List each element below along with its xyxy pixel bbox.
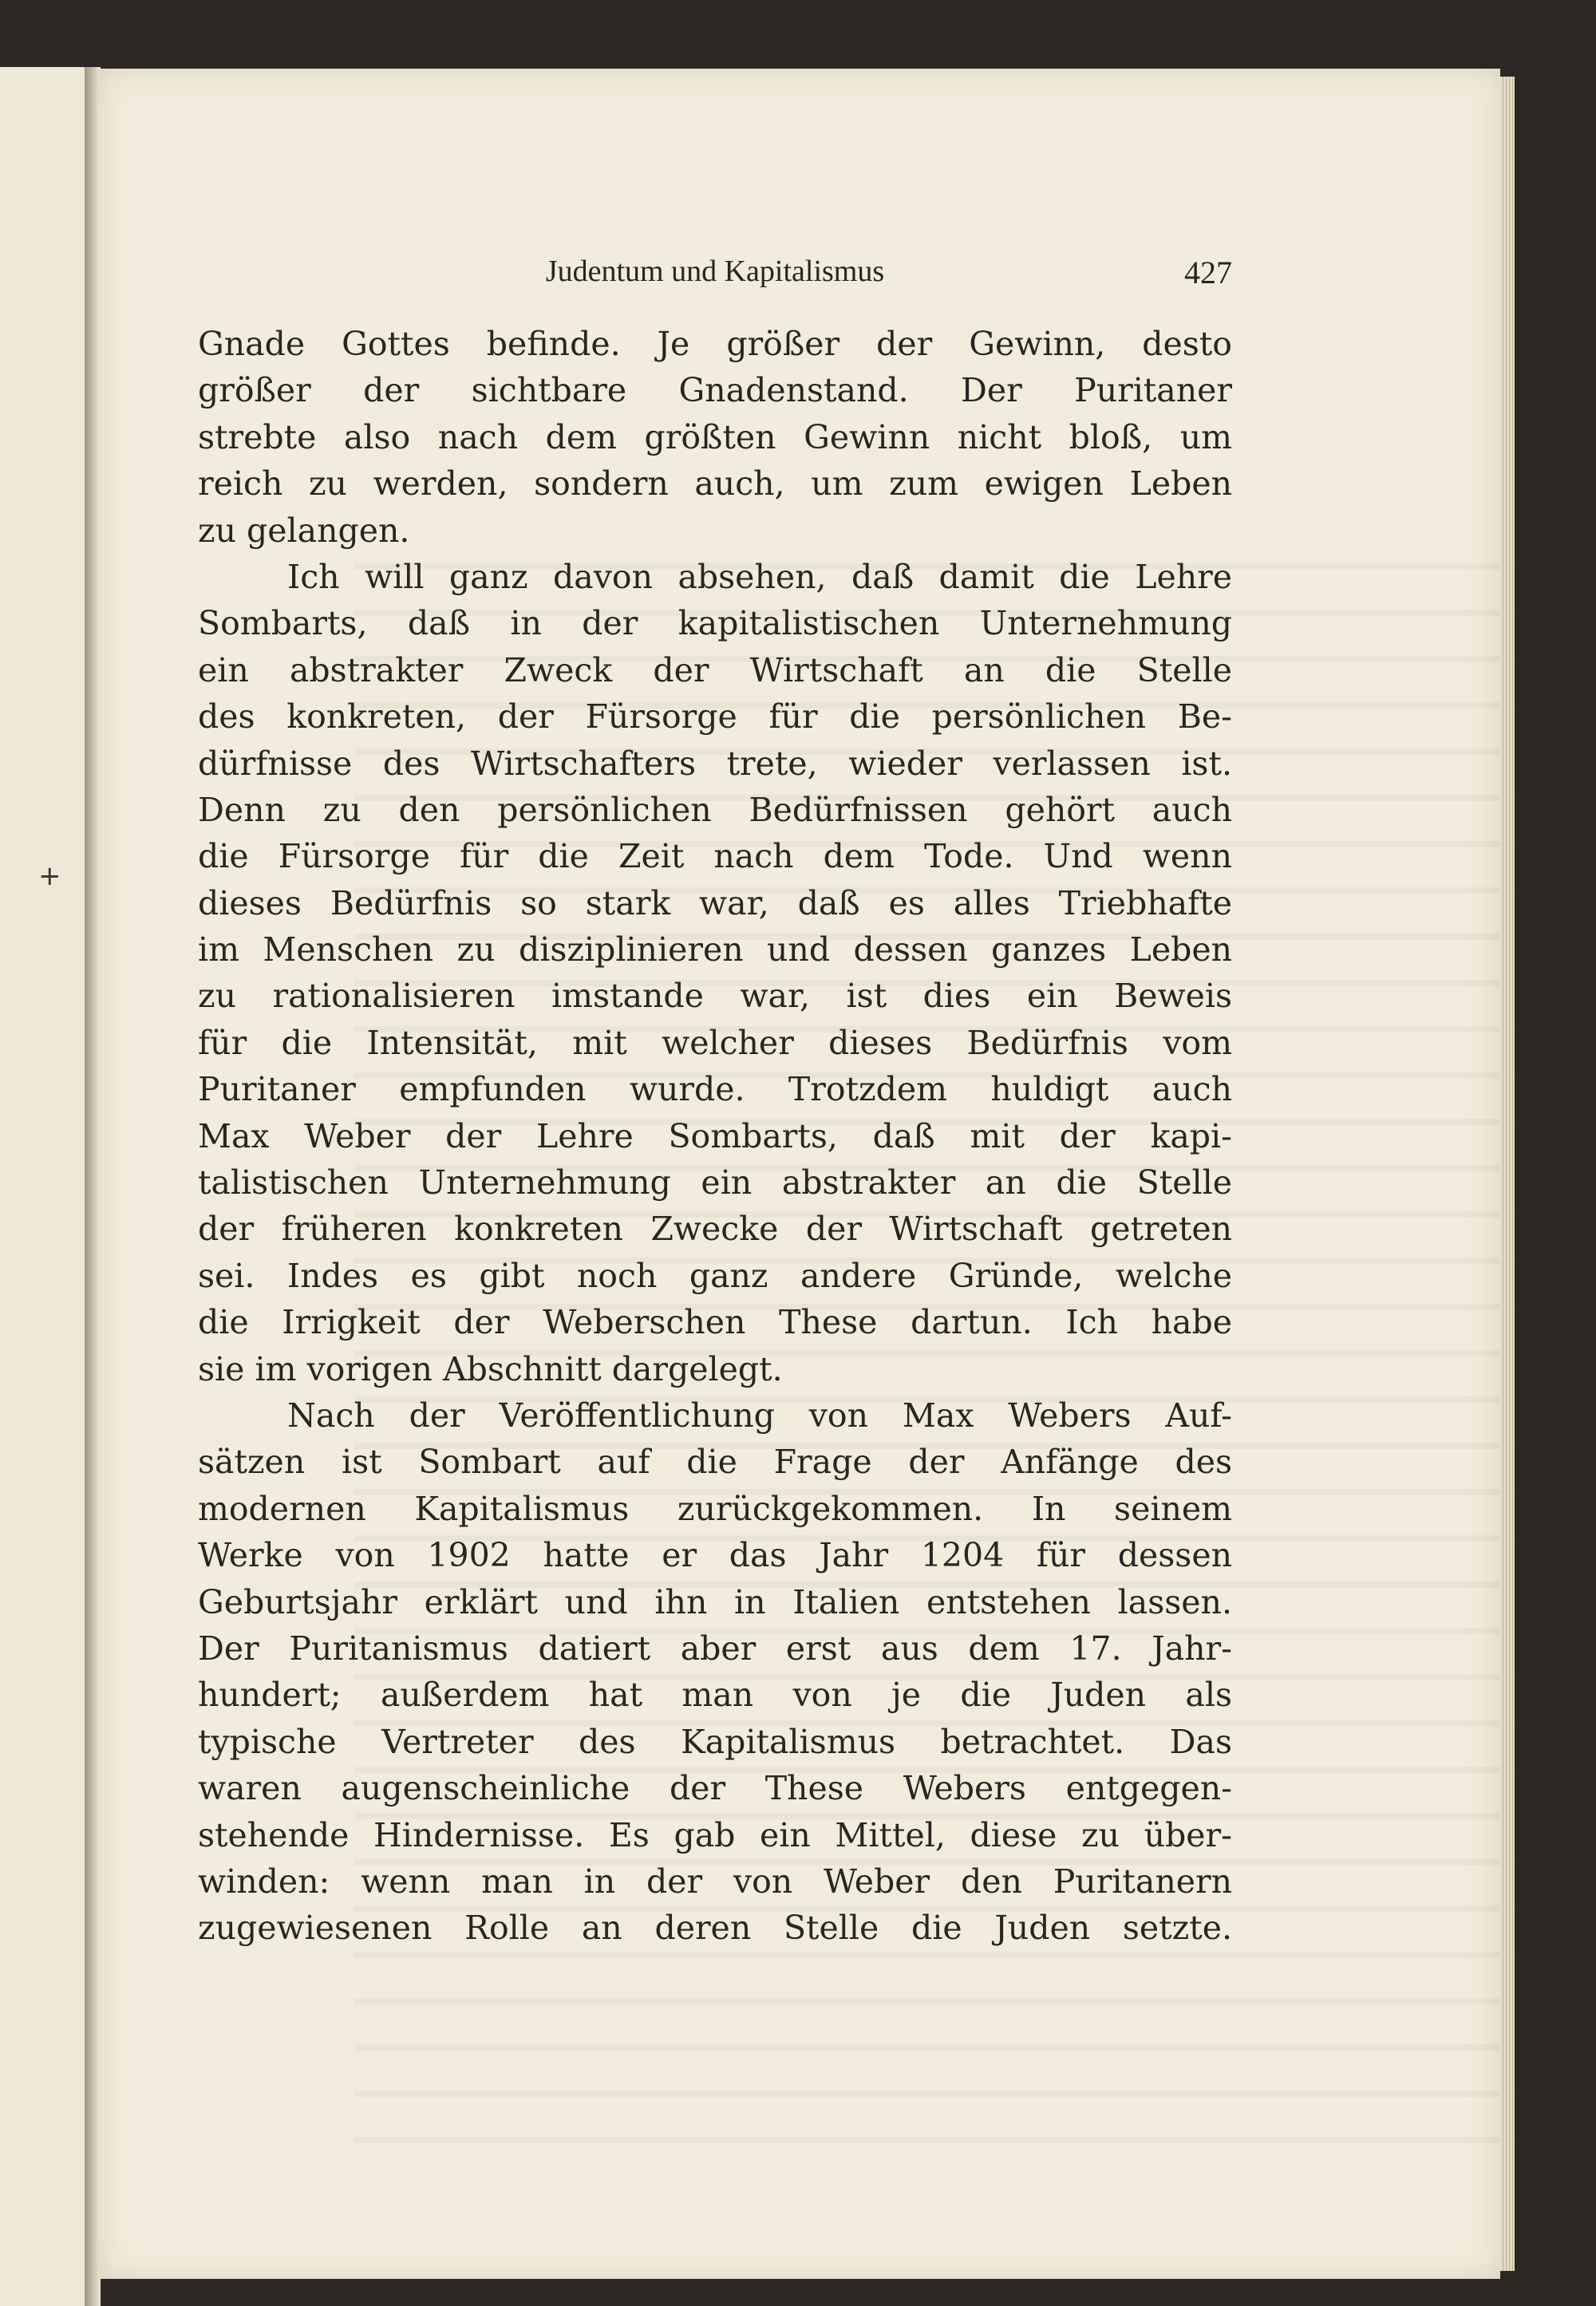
text-line: Der Puritanismus datiert aber erst aus dem 17. Jahr-: [198, 1629, 1232, 1668]
text-line: Nach der Veröffentlichung von Max Webers Auf-: [287, 1396, 1232, 1435]
text-line: im Menschen zu disziplinieren und dessen ganzes Leben: [198, 930, 1232, 969]
page-header: [198, 254, 1232, 294]
text-line: der früheren konkreten Zwecke der Wirtschaft getreten: [198, 1210, 1232, 1249]
text-line: reich zu werden, sondern auch, um zum ewigen Leben: [198, 464, 1232, 503]
text-line: Denn zu den persönlichen Bedürfnissen gehört auch: [198, 790, 1232, 829]
text-line: talistischen Unternehmung ein abstrakter an die Stelle: [198, 1163, 1232, 1202]
text-line: stehende Hindernisse. Es gab ein Mittel, diese zu über-: [198, 1815, 1232, 1854]
text-line: Puritaner empfunden wurde. Trotzdem huldigt auch: [198, 1070, 1232, 1109]
text-line: winden: wenn man in der von Weber den Puritanern: [198, 1862, 1232, 1901]
text-line: Max Weber der Lehre Sombarts, daß mit der kapi-: [198, 1116, 1232, 1155]
text-line: Gnade Gottes befinde. Je größer der Gewinn, desto: [198, 325, 1232, 363]
text-line: sei. Indes es gibt noch ganz andere Gründe, welche: [198, 1256, 1232, 1295]
text-line: des konkreten, der Fürsorge für die persönlichen Be-: [198, 697, 1232, 736]
text-line: sie im vorigen Abschnitt dargelegt.: [198, 1349, 783, 1388]
margin-mark: +: [38, 860, 61, 892]
text-line: die Fürsorge für die Zeit nach dem Tode. Und wenn: [198, 837, 1232, 876]
text-line: zugewiesenen Rolle an deren Stelle die Juden setzte.: [198, 1909, 1232, 1948]
text-line: waren augenscheinliche der These Webers entgegen-: [198, 1769, 1232, 1808]
text-line: Werke von 1902 hatte er das Jahr 1204 für dessen: [198, 1536, 1232, 1575]
text-line: dürfnisse des Wirtschafters trete, wieder verlassen ist.: [198, 744, 1232, 783]
page-number: 427: [1184, 255, 1232, 290]
text-line: größer der sichtbare Gnadenstand. Der Puritaner: [198, 371, 1232, 410]
text-line: modernen Kapitalismus zurückgekommen. In seinem: [198, 1489, 1232, 1528]
text-line: zu rationalisieren imstande war, ist dies ein Beweis: [198, 977, 1232, 1016]
text-line: strebte also nach dem größten Gewinn nicht bloß, um: [198, 417, 1232, 456]
book-gutter: [85, 67, 101, 2306]
text-line: Sombarts, daß in der kapitalistischen Unternehmung: [198, 604, 1232, 643]
text-line: zu gelangen.: [198, 511, 410, 550]
text-line: typische Vertreter des Kapitalismus betrachtet. Das: [198, 1722, 1232, 1761]
text-line: dieses Bedürfnis so stark war, daß es alles Triebhafte: [198, 883, 1232, 922]
page-edges: [1500, 77, 1515, 2271]
text-line: Geburtsjahr erklärt und ihn in Italien entstehen lassen.: [198, 1582, 1232, 1621]
running-title: Judentum und Kapitalismus: [545, 255, 885, 288]
text-line: hundert; außerdem hat man von je die Juden als: [198, 1676, 1232, 1715]
text-line: für die Intensität, mit welcher dieses Bedürfnis vom: [198, 1023, 1232, 1062]
text-line: sätzen ist Sombart auf die Frage der Anfänge des: [198, 1443, 1232, 1482]
body-text: [198, 321, 1232, 1952]
text-line: die Irrigkeit der Weberschen These dartun. Ich habe: [198, 1303, 1232, 1342]
text-line: ein abstrakter Zweck der Wirtschaft an die Stelle: [198, 650, 1232, 689]
left-page-edge: [0, 67, 91, 2306]
text-line: Ich will ganz davon absehen, daß damit die Lehre: [287, 557, 1232, 596]
